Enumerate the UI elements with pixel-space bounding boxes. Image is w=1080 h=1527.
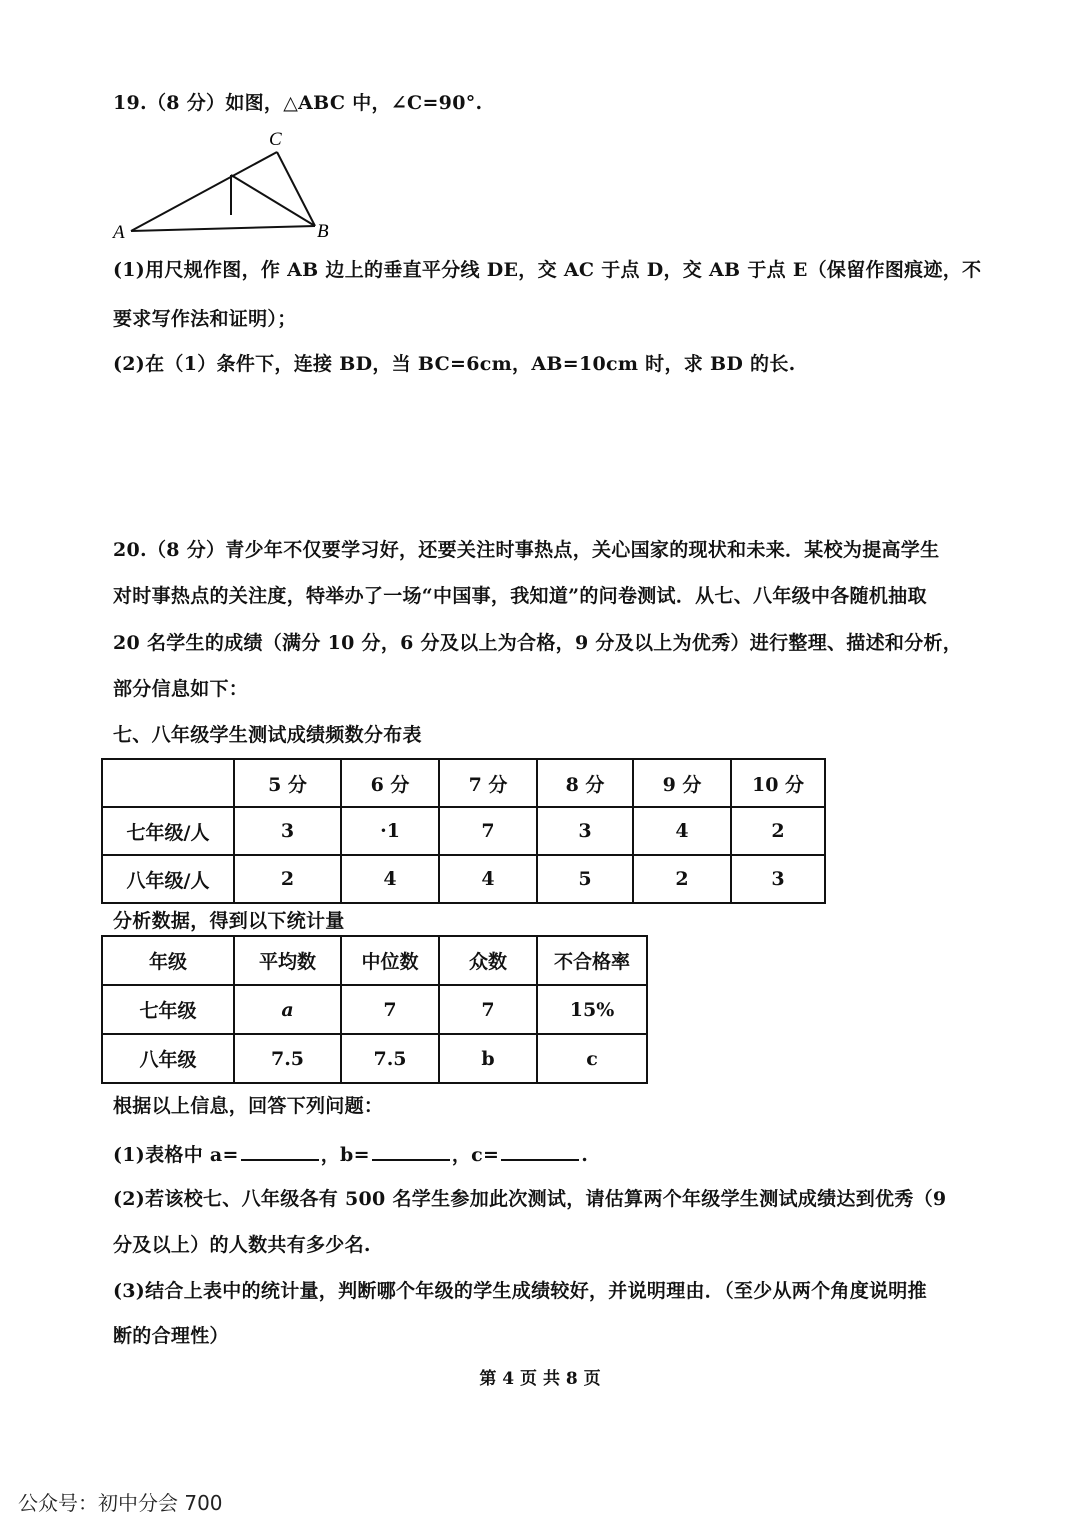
table-cell: 7.5 <box>234 1034 341 1083</box>
q20-part3-line2: 断的合理性） <box>113 1325 229 1347</box>
label-b: B <box>317 221 329 242</box>
q19-number: 19. <box>113 92 147 114</box>
q19-title-text: 如图，△ABC 中，∠C=90°. <box>225 92 483 114</box>
table-cell: ·1 <box>341 807 439 855</box>
table-cell: 15% <box>537 985 647 1034</box>
table-cell: 七年级 <box>102 985 234 1034</box>
q20-line2: 对时事热点的关注度，特举办了一场“中国事，我知道”的问卷测试．从七、八年级中各随机抽取 <box>113 585 927 607</box>
table-cell: 5 <box>537 855 633 903</box>
q20-line3: 20 名学生的成绩（满分 10 分，6 分及以上为合格，9 分及以上为优秀）进行整理、描述和分析， <box>113 632 963 654</box>
label-a: A <box>113 222 125 243</box>
q19-part1-line1: (1)用尺规作图，作 AB 边上的垂直平分线 DE，交 AC 于点 D，交 AB 于点 E（保留作图痕迹，不 <box>113 259 982 281</box>
table-row <box>102 855 825 903</box>
table-row <box>102 807 825 855</box>
q19-part2: (2)在（1）条件下，连接 BD，当 BC=6cm，AB=10cm 时，求 BD 的长. <box>113 353 796 375</box>
table-cell: 2 <box>731 807 825 855</box>
table-cell: 七年级/人 <box>102 807 234 855</box>
table-cell: 平均数 <box>234 936 341 985</box>
q20-part1 <box>113 1141 588 1168</box>
side-ab <box>131 226 315 231</box>
table-cell: 年级 <box>102 936 234 985</box>
table-cell: 2 <box>633 855 731 903</box>
table-cell: 4 <box>341 855 439 903</box>
q20-line4: 部分信息如下： <box>113 678 249 700</box>
table-cell: 3 <box>234 807 341 855</box>
table-row <box>102 759 825 807</box>
table-cell: 5 分 <box>234 759 341 807</box>
q20-line1: 20.（8 分）青少年不仅要学习好，还要关注时事热点，关心国家的现状和未来．某校为提高学生 <box>113 539 940 561</box>
table-cell: b <box>439 1034 537 1083</box>
table-cell: a <box>234 985 341 1034</box>
table-cell: 7 <box>341 985 439 1034</box>
table-cell: 2 <box>234 855 341 903</box>
table-cell <box>102 759 234 807</box>
table-cell: 7 <box>439 807 537 855</box>
frequency-table <box>101 758 826 904</box>
table-cell: 八年级/人 <box>102 855 234 903</box>
table-row <box>102 936 647 985</box>
table-cell: 7 分 <box>439 759 537 807</box>
q19-title <box>113 90 482 116</box>
statistics-table <box>101 935 648 1084</box>
q20-part2-line2: 分及以上）的人数共有多少名. <box>113 1234 371 1256</box>
answer-blank-c[interactable] <box>501 1141 579 1161</box>
table-cell: 八年级 <box>102 1034 234 1083</box>
label-c: C <box>269 129 282 150</box>
table-row <box>102 1034 647 1083</box>
table-cell: 众数 <box>439 936 537 985</box>
table-cell: 3 <box>731 855 825 903</box>
part1-c-label: ，c= <box>451 1144 500 1166</box>
table-cell: 10 分 <box>731 759 825 807</box>
part1-end: . <box>581 1144 589 1166</box>
table-cell: 4 <box>633 807 731 855</box>
table1-title: 七、八年级学生测试成绩频数分布表 <box>113 724 422 746</box>
part1-b-label: ，b= <box>320 1144 370 1166</box>
watermark: 公众号：初中分会 700 <box>18 1491 223 1515</box>
q20-part2-line1: (2)若该校七、八年级各有 500 名学生参加此次测试，请估算两个年级学生测试成绩达到优秀（9 <box>113 1188 947 1210</box>
table-cell: 不合格率 <box>537 936 647 985</box>
q20-part3-line1: (3)结合上表中的统计量，判断哪个年级的学生成绩较好，并说明理由．（至少从两个角度说明推 <box>113 1280 927 1302</box>
table-cell: 4 <box>439 855 537 903</box>
table-cell: 中位数 <box>341 936 439 985</box>
q19-score: （8 分） <box>146 92 226 114</box>
page-footer: 第 4 页 共 8 页 <box>479 1369 601 1389</box>
table-cell: 7 <box>439 985 537 1034</box>
table-cell: 6 分 <box>341 759 439 807</box>
q19-part1-line2: 要求写作法和证明）； <box>113 308 297 330</box>
table-row <box>102 985 647 1034</box>
answer-blank-b[interactable] <box>372 1141 450 1161</box>
table-cell: c <box>537 1034 647 1083</box>
table2-title: 分析数据，得到以下统计量 <box>113 910 345 932</box>
part1-a-label: (1)表格中 a= <box>113 1144 239 1166</box>
q20-ask: 根据以上信息，回答下列问题： <box>113 1095 384 1117</box>
table-cell: 8 分 <box>537 759 633 807</box>
triangle-figure <box>105 125 345 245</box>
side-ac <box>131 152 277 231</box>
table-cell: 3 <box>537 807 633 855</box>
answer-blank-a[interactable] <box>241 1141 319 1161</box>
table-cell: 7.5 <box>341 1034 439 1083</box>
table-cell: 9 分 <box>633 759 731 807</box>
